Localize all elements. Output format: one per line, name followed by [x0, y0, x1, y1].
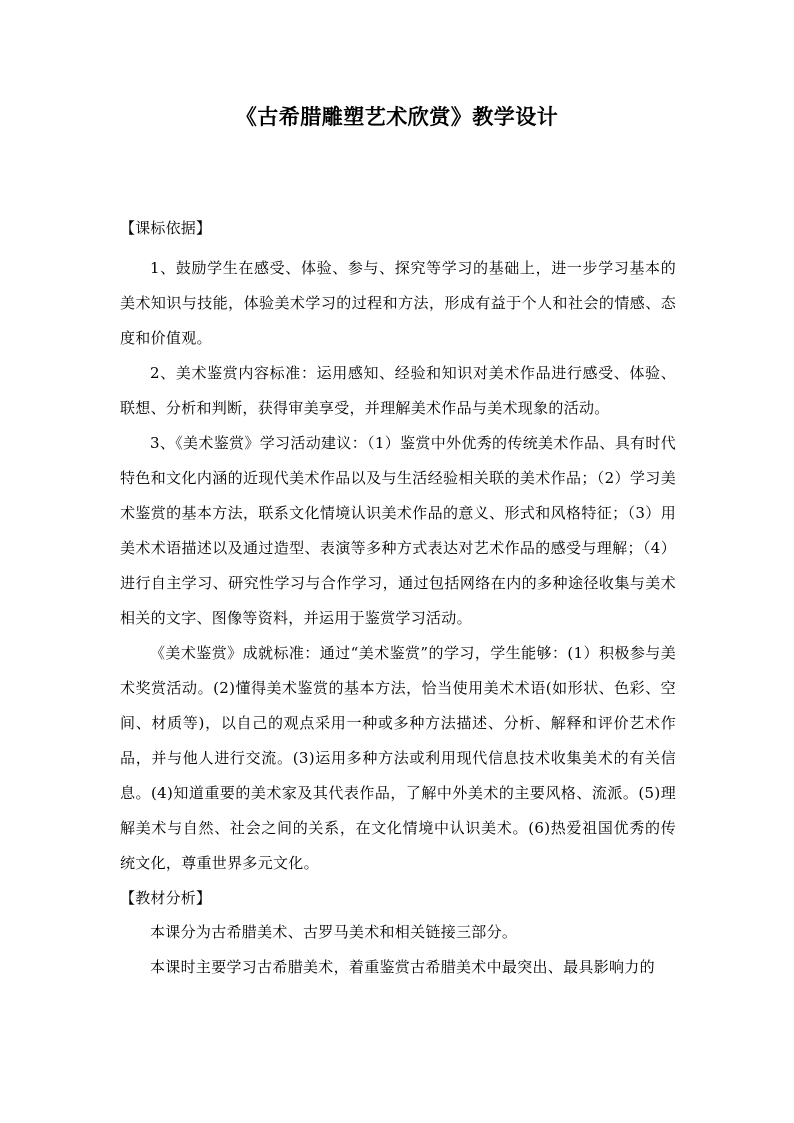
paragraph-4: 《美术鉴赏》成就标准：通过“美术鉴赏”的学习，学生能够：(1）积极参与美术奖赏活动。(2)懂得美术鉴赏的基本方法，恰当使用美术术语(如形状、色彩、空间、材质等)，以自己的观点采用一种或多种方法描述、分析、解释和评价艺术作品，并与他人进行交流。(3)运用多种方法或利用现代信息技术收集美术的有关信息。(4)知道重要的美术家及其代表作品，了解中外美术的主要风格、流派。(5)理解美术与自然、社会之间的关系，在文化情境中认识美术。(6)热爱祖国优秀的传统文化，尊重世界多元文化。	[120, 644, 676, 872]
paragraph-5: 本课分为古希腊美术、古罗马美术和相关链接三部分。	[150, 923, 518, 941]
document-body	[120, 215, 676, 985]
paragraph-2: 2、美术鉴赏内容标准：运用感知、经验和知识对美术作品进行感受、体验、联想、分析和判断，获得审美享受，并理解美术作品与美术现象的活动。	[120, 364, 676, 417]
paragraph-1: 1、鼓励学生在感受、体验、参与、探究等学习的基础上，进一步学习基本的美术知识与技能，体验美术学习的过程和方法，形成有益于个人和社会的情感、态度和价值观。	[120, 259, 676, 347]
section-heading-textbook-analysis: 【教材分析】	[120, 889, 212, 907]
paragraph-6: 本课时主要学习古希腊美术，着重鉴赏古希腊美术中最突出、最具影响力的	[150, 958, 655, 976]
document-title: 《古希腊雕塑艺术欣赏》教学设计	[235, 104, 559, 129]
section-heading-curriculum-basis: 【课标依据】	[120, 219, 212, 237]
paragraph-3: 3、《美术鉴赏》学习活动建议：（1）鉴赏中外优秀的传统美术作品、具有时代特色和文化内涵的近现代美术作品以及与生活经验相关联的美术作品；（2）学习美术鉴赏的基本方法，联系文化情境认识美术作品的意义、形式和风格特征；（3）用美术术语描述以及通过造型、表演等多种方式表达对艺术作品的感受与理解；（4）进行自主学习、研究性学习与合作学习，通过包括网络在内的多种途径收集与美术相关的文字、图像等资料，并运用于鉴赏学习活动。	[120, 434, 676, 627]
